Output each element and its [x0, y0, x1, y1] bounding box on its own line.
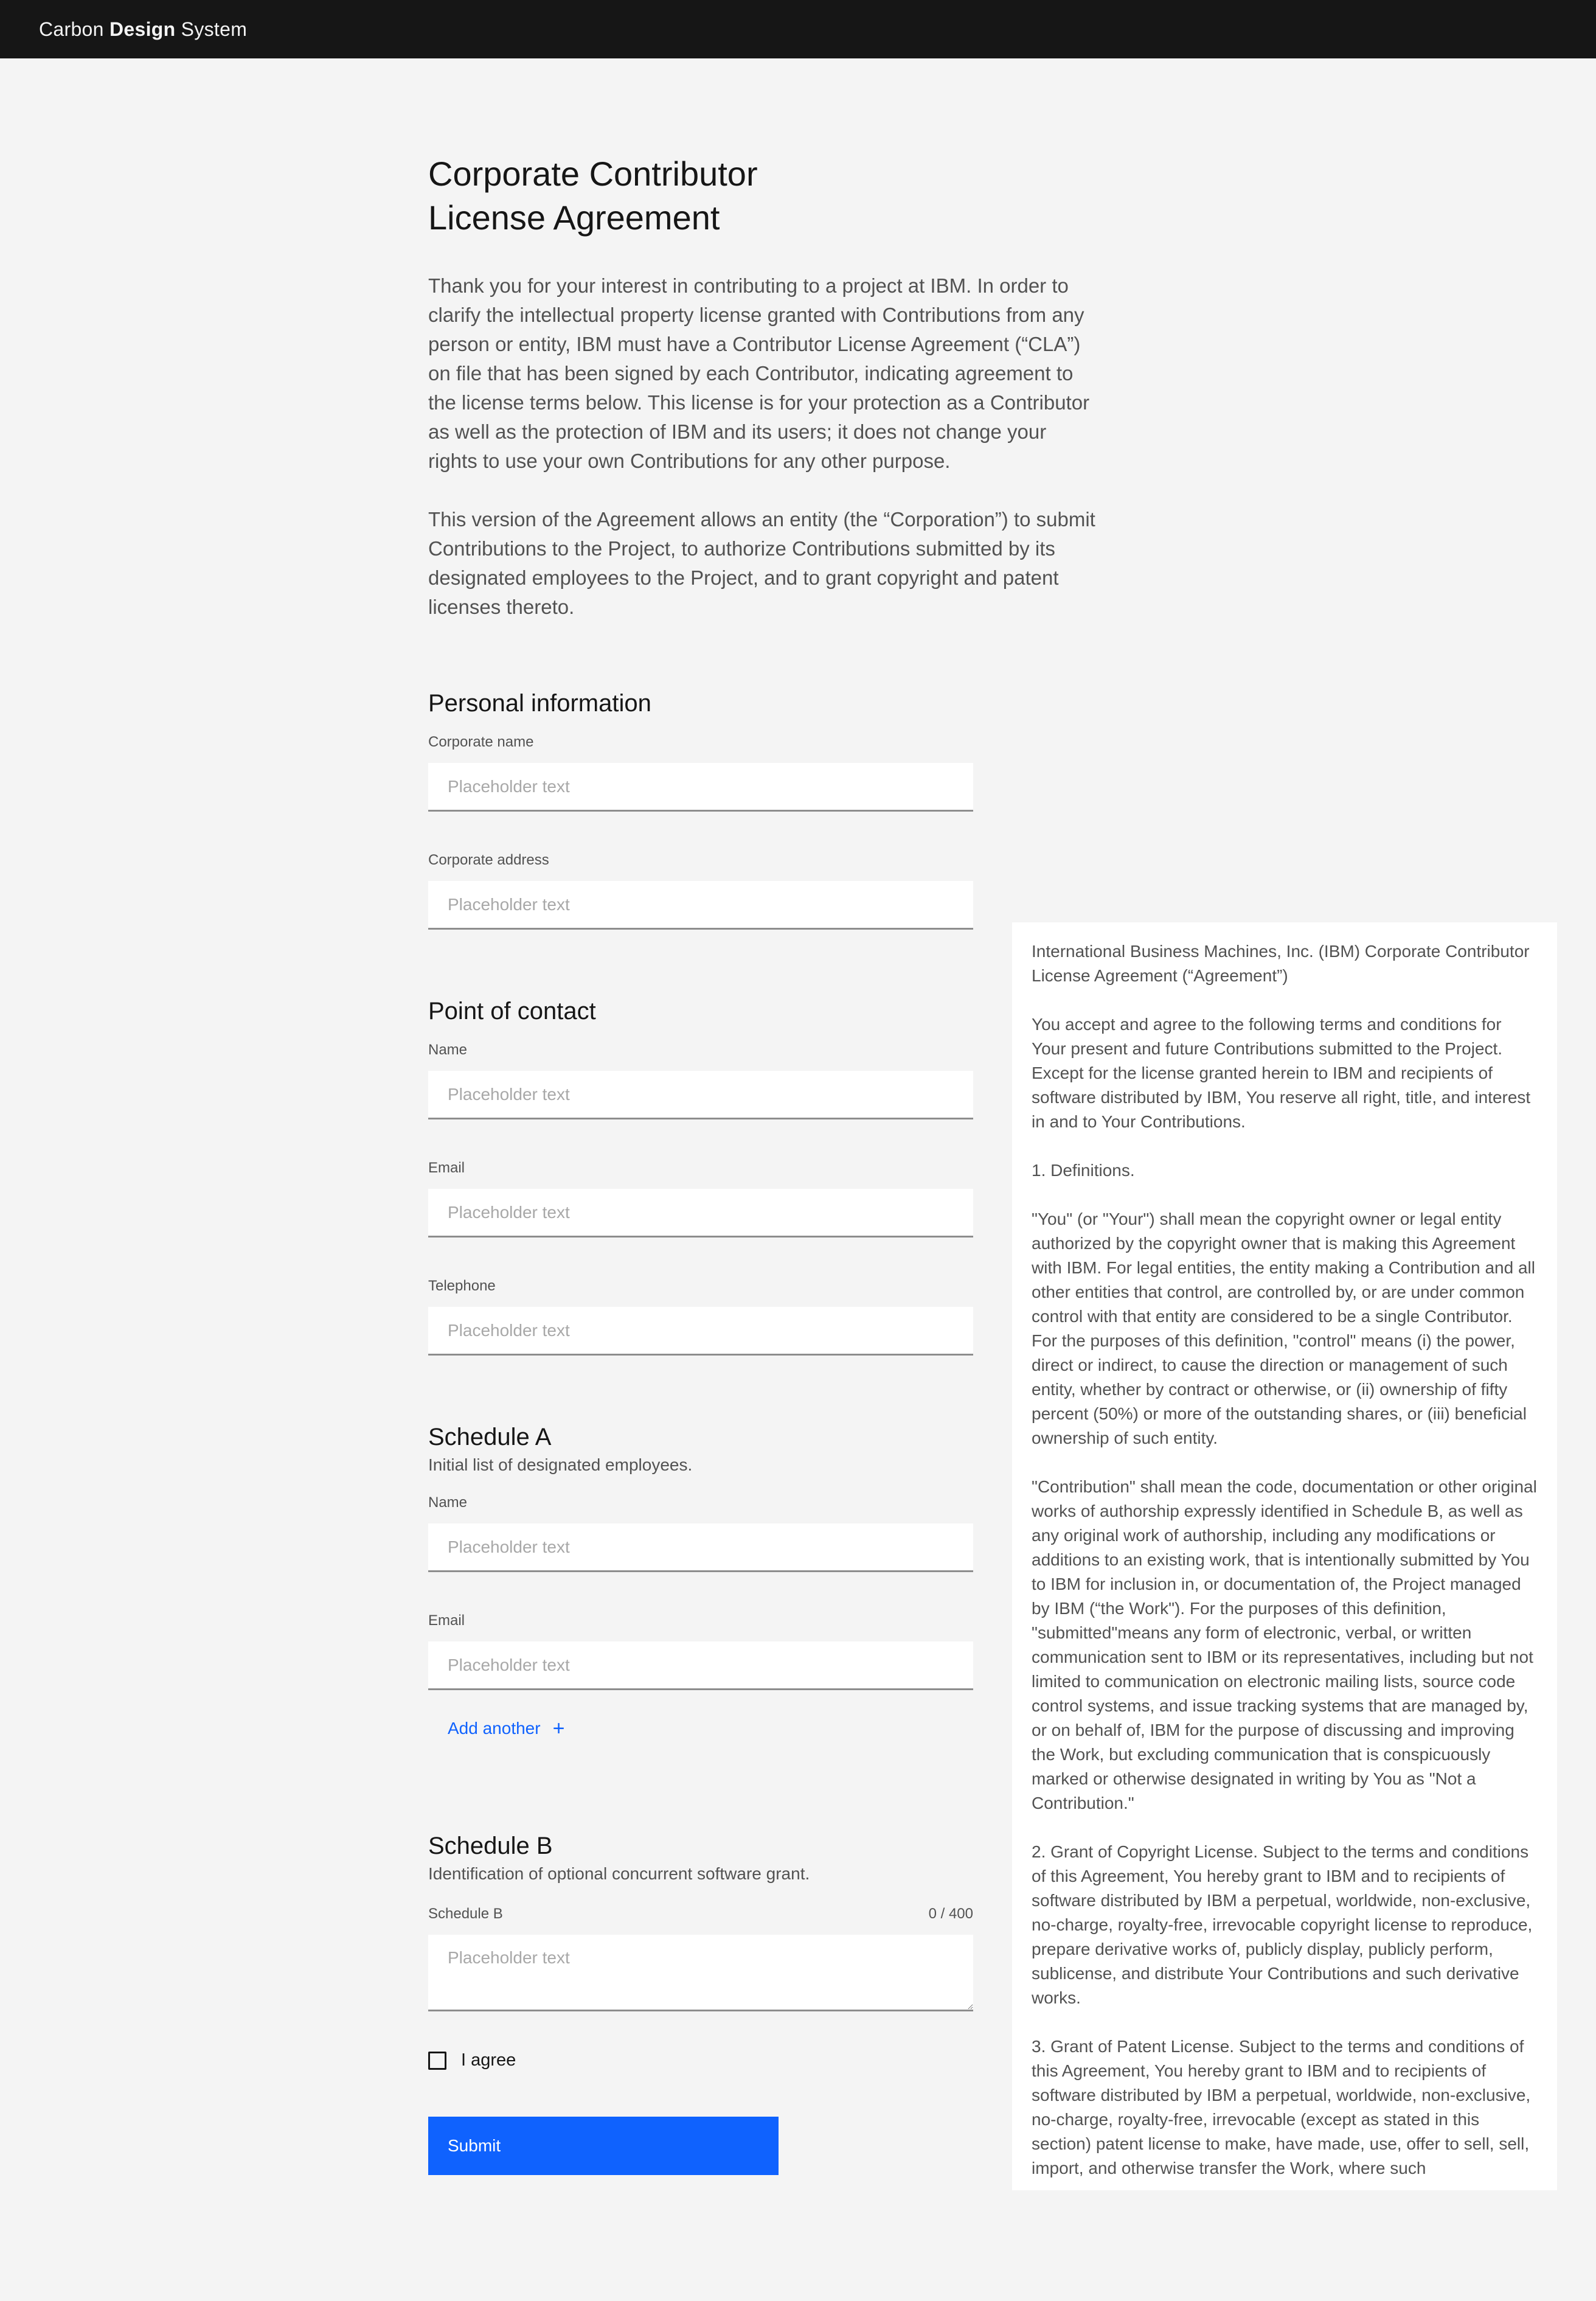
- agree-checkbox-row[interactable]: [428, 2050, 973, 2070]
- plus-icon: +: [552, 1717, 565, 1740]
- agreement-paragraph: "Contribution" shall mean the code, documentation or other original works of authorship expressly identified in Schedule B, as well as any original work of authorship, including any modifications or additions to an existing work, that is intentionally submitted by You to IBM for inclusion in, or documentation of, the Project managed by IBM (“the Work"). For the purposes of this definition, "submitted"means any form of electronic, verbal, or written communication sent to IBM or its representatives, including but not limited to communication on electronic mailing lists, source code control systems, and issue tracking systems that are managed by, or on behalf of, IBM for the purpose of discussing and improving the Work, but excluding communication that is conspicuously marked or otherwise designated in writing by You as "Not a Contribution.": [1032, 1477, 1537, 1812]
- corporate-name-field: [428, 733, 973, 812]
- intro-paragraph: Thank you for your interest in contributing to a project at IBM. In order to clarify the intellectual property license granted with Contributions from any person or entity, IBM must have a Contributor License Agreement (“CLA”) on file that has been signed by each Contributor, indicating agreement to the license terms below. This license is for your protection as a Contributor as well as the protection of IBM and its users; it does not change your rights to use your own Contributions for any other purpose.: [428, 274, 1090, 472]
- field-label: Email: [428, 1612, 465, 1629]
- top-header: [0, 0, 1596, 58]
- agreement-paragraph: 3. Grant of Patent License. Subject to the terms and conditions of this Agreement, You hereby grant to IBM and to recipients of software distributed by IBM a perpetual, worldwide, non-exclusive, no-charge, royalty-free, irrevocable (except as stated in this section) patent license to make, have made, use, offer to sell, sell, import, and otherwise transfer the Work, where such: [1032, 2037, 1531, 2177]
- contact-email-input[interactable]: [428, 1189, 973, 1238]
- employee-email-field: [428, 1611, 973, 1690]
- schedule-b-field: [428, 1904, 973, 2011]
- add-another-button[interactable]: [428, 1718, 564, 1739]
- agreement-paragraph: International Business Machines, Inc. (IBM) Corporate Contributor License Agreement (“Agreement”): [1032, 942, 1530, 985]
- section-description: Identification of optional concurrent software grant.: [428, 1864, 810, 1883]
- contact-name-field: [428, 1040, 973, 1119]
- corporate-address-field: [428, 851, 973, 930]
- corporate-address-input[interactable]: [428, 881, 973, 930]
- employee-name-input[interactable]: [428, 1523, 973, 1572]
- submit-button[interactable]: Submit: [428, 2117, 779, 2175]
- character-counter: 0 / 400: [928, 1906, 973, 1922]
- employee-name-field: [428, 1493, 973, 1572]
- agree-checkbox[interactable]: [428, 2052, 446, 2070]
- page-title: [428, 152, 976, 240]
- section-title: Point of contact: [428, 998, 596, 1025]
- field-label: Name: [428, 1494, 468, 1511]
- field-label: Corporate name: [428, 734, 534, 750]
- field-label: Schedule B: [428, 1906, 503, 1922]
- intro-text: [428, 271, 1097, 622]
- agreement-paragraph: You accept and agree to the following terms and conditions for Your present and future Contributions submitted to the Project. Except for the license granted herein to IBM and recipients of software distributed by IBM, You reserve all right, title, and interest in and to Your Contributions.: [1032, 1015, 1531, 1131]
- brand-bold: Design: [109, 18, 176, 40]
- personal-information-section: [428, 688, 973, 930]
- contact-telephone-input[interactable]: [428, 1307, 973, 1356]
- employee-email-input[interactable]: [428, 1641, 973, 1690]
- point-of-contact-section: [428, 995, 973, 1356]
- agreement-paragraph: "You" (or "Your") shall mean the copyright owner or legal entity authorized by the copyright owner that is making this Agreement with IBM. For legal entities, the entity making a Contribution and all other entities that control, are controlled by, or are under common control with that entity are considered to be a single Contributor. For the purposes of this definition, "control" means (i) the power, direct or indirect, to cause the direction or management of such entity, whether by contract or otherwise, or (ii) ownership of fifty percent (50%) or more of the outstanding shares, or (iii) beneficial ownership of such entity.: [1032, 1210, 1535, 1447]
- contact-telephone-field: [428, 1276, 973, 1356]
- cla-form: [428, 688, 973, 2175]
- field-label: Corporate address: [428, 852, 549, 868]
- section-title: Schedule A: [428, 1424, 552, 1450]
- main-content: [428, 152, 1557, 2177]
- section-title: Schedule B: [428, 1833, 553, 1859]
- brand-prefix: Carbon: [39, 18, 104, 40]
- agreement-text-panel[interactable]: [1012, 922, 1557, 2190]
- add-another-row: [428, 1718, 973, 1739]
- field-label: Telephone: [428, 1278, 496, 1294]
- section-title: Personal information: [428, 690, 651, 717]
- section-description: Initial list of designated employees.: [428, 1455, 693, 1474]
- page-title-line2: License Agreement: [428, 198, 720, 237]
- contact-name-input[interactable]: [428, 1071, 973, 1119]
- corporate-name-input[interactable]: [428, 763, 973, 812]
- intro-paragraph: This version of the Agreement allows an entity (the “Corporation”) to submit Contributions to the Project, to authorize Contributions submitted by its designated employees to the Project, and to grant copyright and patent licenses thereto.: [428, 508, 1095, 618]
- contact-email-field: [428, 1158, 973, 1238]
- agree-label: I agree: [461, 2050, 516, 2070]
- field-label: Email: [428, 1160, 465, 1176]
- schedule-b-section: [428, 1830, 973, 2011]
- add-another-label: Add another: [448, 1719, 541, 1738]
- field-label: Name: [428, 1042, 468, 1058]
- schedule-b-textarea[interactable]: [428, 1935, 973, 2011]
- agreement-paragraph: 2. Grant of Copyright License. Subject to the terms and conditions of this Agreement, You hereby grant to IBM and to recipients of software distributed by IBM a perpetual, worldwide, non-exclusive, no-charge, royalty-free, irrevocable copyright license to reproduce, prepare derivative works of, publicly display, publicly perform, sublicense, and distribute Your Contributions and such derivative works.: [1032, 1842, 1533, 2007]
- agreement-paragraph: 1. Definitions.: [1032, 1161, 1135, 1180]
- schedule-a-section: [428, 1421, 973, 1739]
- page-title-line1: Corporate Contributor: [428, 155, 758, 193]
- brand-suffix: System: [181, 18, 248, 40]
- brand-name[interactable]: [39, 18, 247, 41]
